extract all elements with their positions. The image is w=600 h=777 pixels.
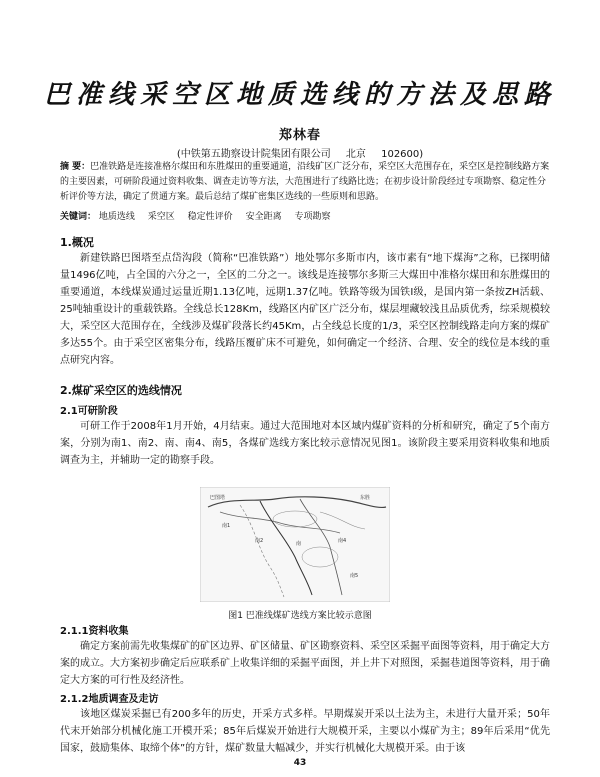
subsection-paragraph-data-collection: 确定方案前需先收集煤矿的矿区边界、矿区储量、矿区勘察资料、采空区采掘平面图等资料，用于确定大方案的成立。大方案初步确定后应联系矿上收集详细的采掘平面图，并上井下对照图，采掘巷道图等资料，用于确定大方案的可行性及经济性。 bbox=[60, 641, 550, 686]
section-paragraph-overview: 新建铁路巴图塔至点岱沟段（简称“巴准铁路”）地处鄂尔多斯市内，该市素有“地下煤海”之称，已探明储量1496亿吨，占全国的六分之一，全区的二分之一。该线是连接鄂尔多斯三大煤田中准格尔煤田和东胜煤田的重要通道，本线煤炭通过运量近期1.13亿吨，远期1.37亿吨。铁路等级为国铁I级，是国内第一条按ZH活载、25吨轴重设计的重载铁路。全线总长128Km，线路区内矿区广泛分布，煤层埋藏较浅且品质优秀，综采规模较大，采空区大范围存在，全线涉及煤矿段落长约45Km，占全线总长度的1/3，采空区控制线路走向方案的煤矿多达55个。由于采空区密集分布，线路压覆矿床不可避免，如何确定一个经济、合理、安全的线位是本线的重点研究内容。 bbox=[60, 253, 550, 366]
map-label: 南 bbox=[296, 541, 302, 547]
keyword: 地质选线 bbox=[98, 212, 135, 222]
subsection-heading-feasibility: 2.1可研阶段 bbox=[60, 406, 118, 417]
map-label: 巴图塔 bbox=[210, 495, 226, 501]
affiliation bbox=[0, 145, 600, 160]
abstract-label: 摘 要： bbox=[60, 162, 91, 172]
paper-title: 巴准线采空区地质选线的方法及思路 bbox=[43, 80, 556, 110]
map-label: 南5 bbox=[350, 573, 359, 579]
figure-caption: 图1 巴准线煤矿选线方案比较示意图 bbox=[228, 611, 372, 621]
map-label: 南4 bbox=[338, 538, 347, 544]
keywords-label: 关键词： bbox=[60, 212, 97, 222]
subsection-heading-data-collection: 2.1.1资料收集 bbox=[60, 626, 129, 637]
keywords bbox=[60, 209, 550, 222]
keyword: 专项勘察 bbox=[294, 212, 331, 222]
subsection-heading-survey: 2.1.2地质调查及走访 bbox=[60, 694, 159, 705]
keyword: 安全距离 bbox=[245, 212, 282, 222]
map-label: 南1 bbox=[222, 523, 231, 529]
affiliation-org: (中铁第五勘察设计院集团有限公司 bbox=[176, 149, 331, 160]
author-name: 郑林春 bbox=[278, 128, 321, 143]
section-heading-goaf-routing: 2.煤矿采空区的选线情况 bbox=[60, 384, 182, 397]
abstract-text: 巴准铁路是连接准格尔煤田和东胜煤田的重要通道，沿线矿区广泛分布，采空区大范围存在，采空区是控制线路方案的主要因素，可研阶段通过资料收集、调查走访等方法，大范围进行了线路比选；在初步设计阶段经过专项勘察、稳定性分析评价等方法，确定了贯通方案。最后总结了煤矿密集区选线的一些原则和思路。 bbox=[60, 162, 550, 202]
map-label: 东胜 bbox=[360, 495, 371, 501]
affiliation-postcode: 102600) bbox=[381, 149, 424, 160]
keyword: 采空区 bbox=[147, 212, 175, 222]
keyword: 稳定性评价 bbox=[187, 212, 233, 222]
page-number: 43 bbox=[293, 758, 307, 768]
route-comparison-map bbox=[200, 487, 390, 602]
affiliation-city: 北京 bbox=[345, 149, 366, 160]
subsection-paragraph-feasibility: 可研工作于2008年1月开始，4月结束。通过大范围地对本区域内煤矿资料的分析和研究，确定了5个南方案，分别为南1、南2、南、南4、南5，各煤矿选线方案比较示意情况见图1。该阶段主要采用资料收集和地质调查为主，并辅助一定的勘察手段。 bbox=[60, 421, 550, 466]
map-label: 南2 bbox=[255, 538, 264, 544]
abstract bbox=[60, 160, 550, 205]
subsection-paragraph-survey: 该地区煤炭采掘已有200多年的历史，开采方式多样。早期煤炭开采以土法为主，未进行大量开采；50年代末开始部分机械化施工开模开采；85年后煤炭开始进行大规模开采，主要以小煤矿为主；89年后采用“优先国家，鼓励集体、取缔个体”的方针，煤矿数量大幅减少，并实行机械化大规模开采。由于该 bbox=[60, 709, 550, 754]
section-heading-overview: 1.概况 bbox=[60, 236, 94, 249]
